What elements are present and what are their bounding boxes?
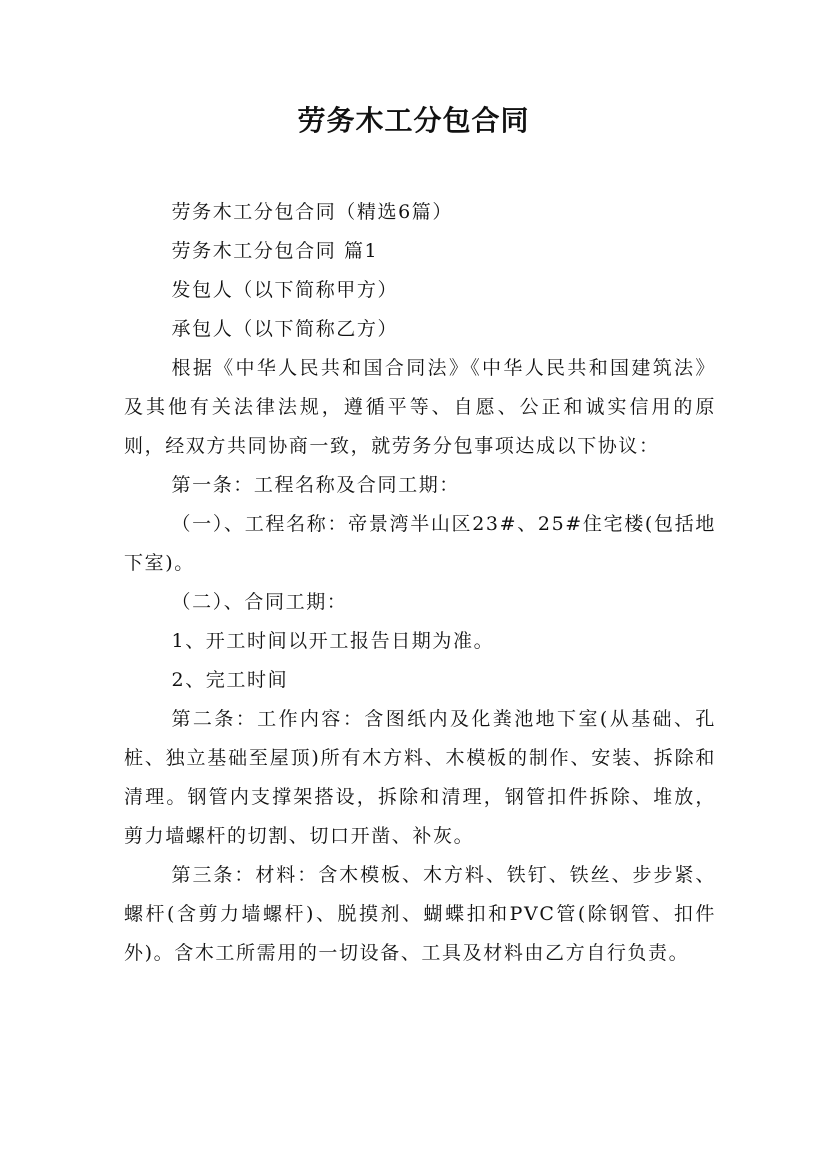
paragraph-party-a: 发包人（以下简称甲方） <box>171 279 399 301</box>
document-title: 劳务木工分包合同 <box>297 104 530 137</box>
paragraph-preamble: 根据《中华人民共和国合同法》《中华人民共和国建筑法》及其他有关法律法规，遵循平等、自愿、公正和诚实信用的原则，经双方共同协商一致，就劳务分包事项达成以下协议： <box>124 357 716 457</box>
paragraph-section-heading: 劳务木工分包合同 篇1 <box>171 240 379 262</box>
document-body <box>124 193 716 973</box>
paragraph-start-time: 1、开工时间以开工报告日期为准。 <box>171 630 495 652</box>
paragraph-subtitle: 劳务木工分包合同（精选6篇） <box>171 201 453 223</box>
paragraph-article-2: 第二条：工作内容：含图纸内及化粪池地下室(从基础、孔桩、独立基础至屋顶)所有木方料、木模板的制作、安装、拆除和清理。钢管内支撑架搭设，拆除和清理，钢管扣件拆除、堆放，剪力墙螺杆的切割、切口开凿、补灰。 <box>124 708 716 847</box>
paragraph-article-1: 第一条：工程名称及合同工期： <box>171 474 460 496</box>
paragraph-article-3: 第三条：材料：含木模板、木方料、铁钉、铁丝、步步紧、螺杆(含剪力墙螺杆)、脱摸剂、蝴蝶扣和PVC管(除钢管、扣件外)。含木工所需用的一切设备、工具及材料由乙方自行负责。 <box>124 864 716 964</box>
paragraph-completion-time: 2、完工时间 <box>171 669 289 691</box>
paragraph-contract-period: （二）、合同工期： <box>171 591 348 613</box>
paragraph-party-b: 承包人（以下简称乙方） <box>171 318 399 340</box>
paragraph-project-name: （一）、工程名称：帝景湾半山区23#、25#住宅楼(包括地下室)。 <box>124 513 716 574</box>
